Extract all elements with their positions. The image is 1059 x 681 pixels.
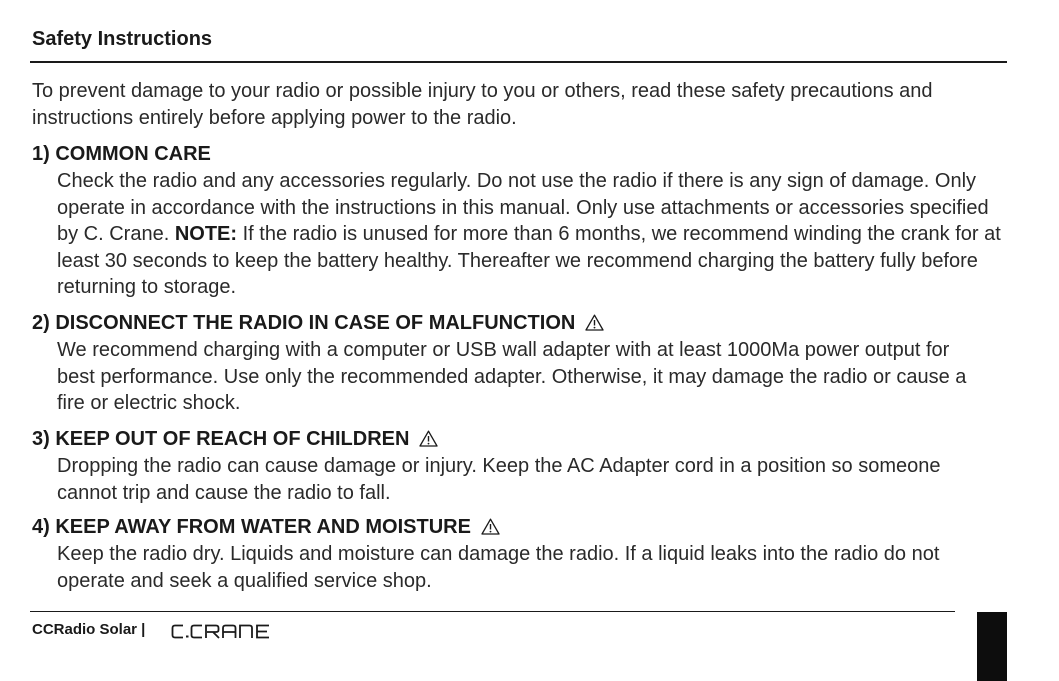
warning-triangle-icon — [419, 430, 438, 447]
section-heading: 4) KEEP AWAY FROM WATER AND MOISTURE — [32, 514, 1012, 541]
section-disconnect — [32, 310, 1012, 417]
section-heading: 1) COMMON CARE — [32, 143, 211, 165]
intro-paragraph: To prevent damage to your radio or possible injury to you or others, read these safety precautions and instructions entirely before applying power to the radio. — [32, 80, 933, 129]
title-divider — [30, 61, 1007, 63]
warning-triangle-icon — [481, 518, 500, 535]
page-edge-tab — [977, 612, 1007, 681]
ccrane-logo — [171, 624, 293, 639]
svg-text:C.CRANE: C.CRANE — [171, 624, 176, 625]
section-body: Check the radio and any accessories regularly. Do not use the radio if there is any sign of damage. Only operate in accordance with the instructions in this manual. Only use attachments or accessories specified by C. Crane. NOTE: If the radio is unused for more than 6 months, we recommend winding the crank for at least 30 seconds to keep the battery healthy. Thereafter we recommend charging the battery fully before returning to storage. — [57, 170, 1001, 298]
section-water — [32, 514, 1012, 594]
section-body: Keep the radio dry. Liquids and moisture can damage the radio. If a liquid leaks into the radio do not operate and seek a qualified service shop. — [57, 543, 940, 592]
section-common-care — [32, 141, 1012, 301]
footer-product-name: CCRadio Solar | — [32, 621, 146, 638]
warning-triangle-icon — [585, 314, 604, 331]
section-body: Dropping the radio can cause damage or injury. Keep the AC Adapter cord in a position so someone cannot trip and cause the radio to fall. — [57, 455, 941, 504]
section-children — [32, 426, 1012, 506]
section-heading: 2) DISCONNECT THE RADIO IN CASE OF MALFUNCTION — [32, 310, 1012, 337]
note-label: NOTE: — [174, 223, 238, 245]
section-heading: 3) KEEP OUT OF REACH OF CHILDREN — [32, 426, 1012, 453]
footer-divider — [30, 611, 955, 612]
section-body: We recommend charging with a computer or USB wall adapter with at least 1000Ma power output for best performance. Use only the recommended adapter. Otherwise, it may damage the radio or cause a fire or electric shock. — [57, 339, 967, 414]
page-title: Safety Instructions — [32, 28, 213, 50]
